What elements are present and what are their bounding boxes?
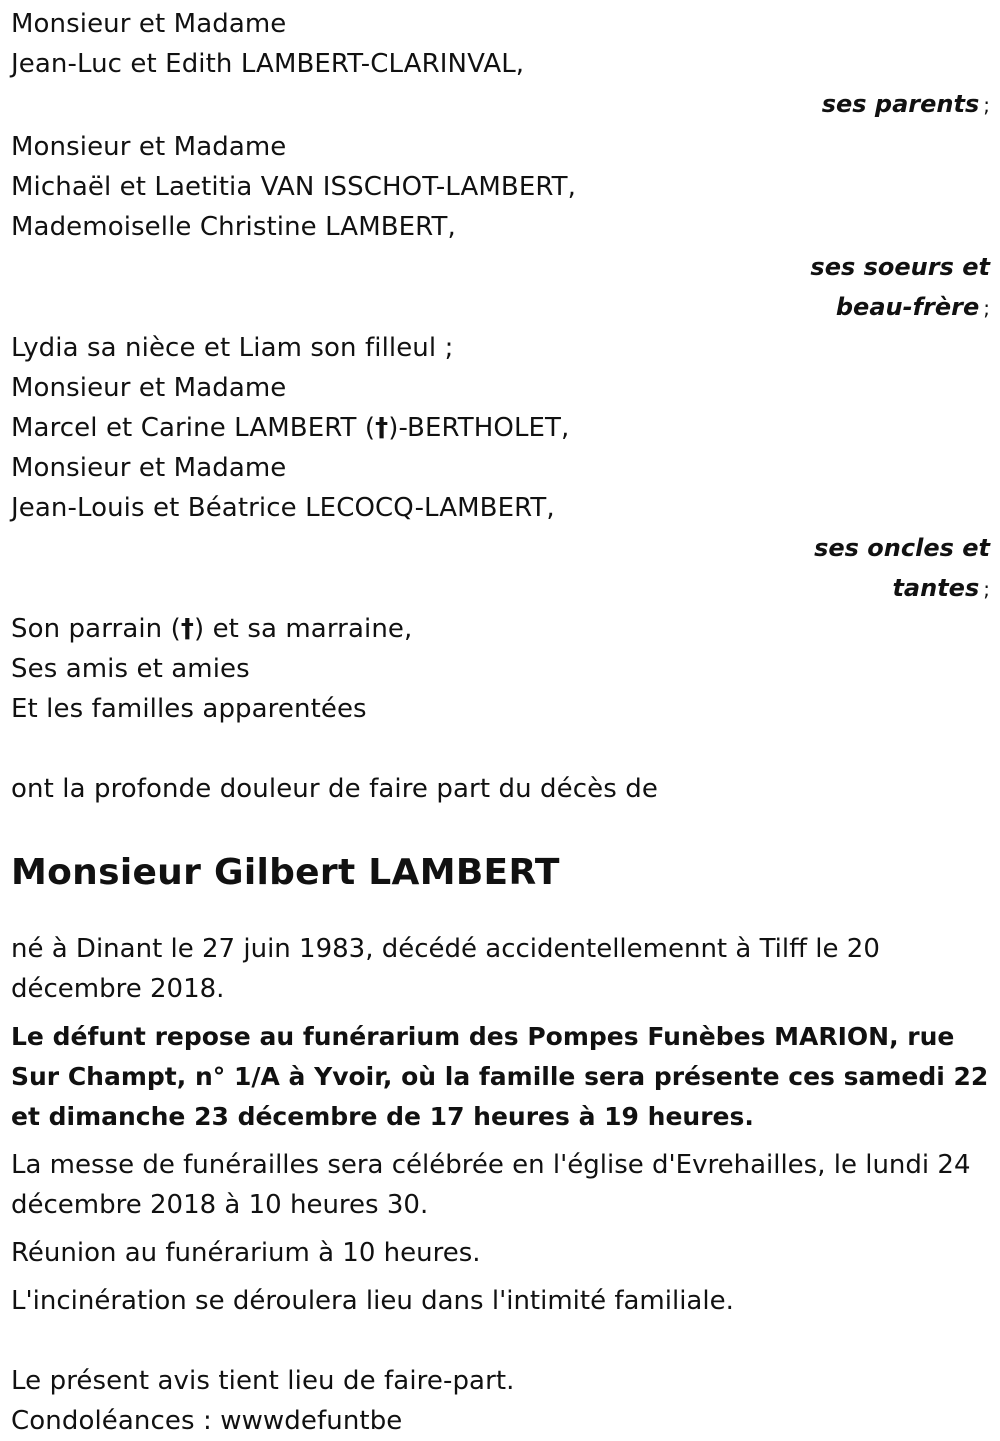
- siblings-relation-label: beau-frère: [835, 293, 980, 321]
- parents-relation: [11, 84, 990, 125]
- uncles-relation-label: tantes: [892, 574, 980, 602]
- others-line-1: [11, 609, 990, 649]
- siblings-relation-line-1: ses soeurs et: [810, 253, 990, 281]
- others-line-1-end: ) et sa marraine,: [193, 614, 413, 644]
- parents-relation-label: ses parents: [821, 90, 980, 118]
- uncles-line-3: [11, 408, 990, 448]
- cremation-details: L'incinération se déroulera lieu dans l'intimité familiale.: [11, 1286, 734, 1316]
- uncles-line-5: Jean-Louis et Béatrice LECOCQ-LAMBERT,: [11, 493, 555, 523]
- siblings-block: [11, 127, 990, 328]
- siblings-line-3: Mademoiselle Christine LAMBERT,: [11, 212, 456, 242]
- others-line-3: Et les familles apparentées: [11, 694, 367, 724]
- cross-icon: †: [375, 413, 389, 443]
- uncles-relation-line-2: [11, 568, 990, 609]
- deceased-name: Monsieur Gilbert LAMBERT: [11, 852, 560, 893]
- siblings-line-2: Michaël et Laetitia VAN ISSCHOT-LAMBERT,: [11, 172, 576, 202]
- others-line-1-start: Son parrain (: [11, 614, 181, 644]
- siblings-relation-line-2: [11, 287, 990, 328]
- uncles-relation-semicolon: ;: [983, 577, 990, 601]
- parents-line-2: Jean-Luc et Edith LAMBERT-CLARINVAL,: [11, 49, 525, 79]
- uncles-block: [11, 328, 990, 609]
- uncles-line-4: Monsieur et Madame: [11, 453, 287, 483]
- uncles-relation-line-1: ses oncles et: [814, 534, 990, 562]
- uncles-line-3-start: Marcel et Carine LAMBERT (: [11, 413, 376, 443]
- birth-death-details: né à Dinant le 27 juin 1983, décédé accidentellemennt à Tilff le 20 décembre 2018.: [11, 934, 880, 1004]
- funeral-home-details: Le défunt repose au funérarium des Pompes Funèbes MARION, rue Sur Champt, n° 1/A à Yvoir, où la famille sera présente ces samedi 22 et dimanche 23 décembre de 17 heures à 19 heures.: [11, 1022, 989, 1131]
- announcement-intro: ont la profonde douleur de faire part du décès de: [11, 774, 658, 804]
- others-block: [11, 609, 990, 729]
- condolences-line: Condoléances : wwwdefuntbe: [11, 1406, 403, 1436]
- uncles-line-3-end: )-BERTHOLET,: [388, 413, 570, 443]
- obituary-notice: [11, 4, 990, 1441]
- funeral-mass-details: La messe de funérailles sera célébrée en l'église d'Evrehailles, le lundi 24 décembre 2018 à 10 heures 30.: [11, 1150, 971, 1220]
- parents-relation-semicolon: ;: [983, 93, 990, 117]
- parents-line-1: Monsieur et Madame: [11, 9, 287, 39]
- uncles-line-1: Lydia sa nièce et Liam son filleul ;: [11, 333, 454, 363]
- cross-icon: †: [180, 614, 194, 644]
- others-line-2: Ses amis et amies: [11, 654, 250, 684]
- notice-statement: Le présent avis tient lieu de faire-part.: [11, 1366, 515, 1396]
- parents-block: [11, 4, 990, 125]
- siblings-relation-semicolon: ;: [983, 296, 990, 320]
- uncles-line-2: Monsieur et Madame: [11, 373, 287, 403]
- meeting-details: Réunion au funérarium à 10 heures.: [11, 1238, 481, 1268]
- siblings-line-1: Monsieur et Madame: [11, 132, 287, 162]
